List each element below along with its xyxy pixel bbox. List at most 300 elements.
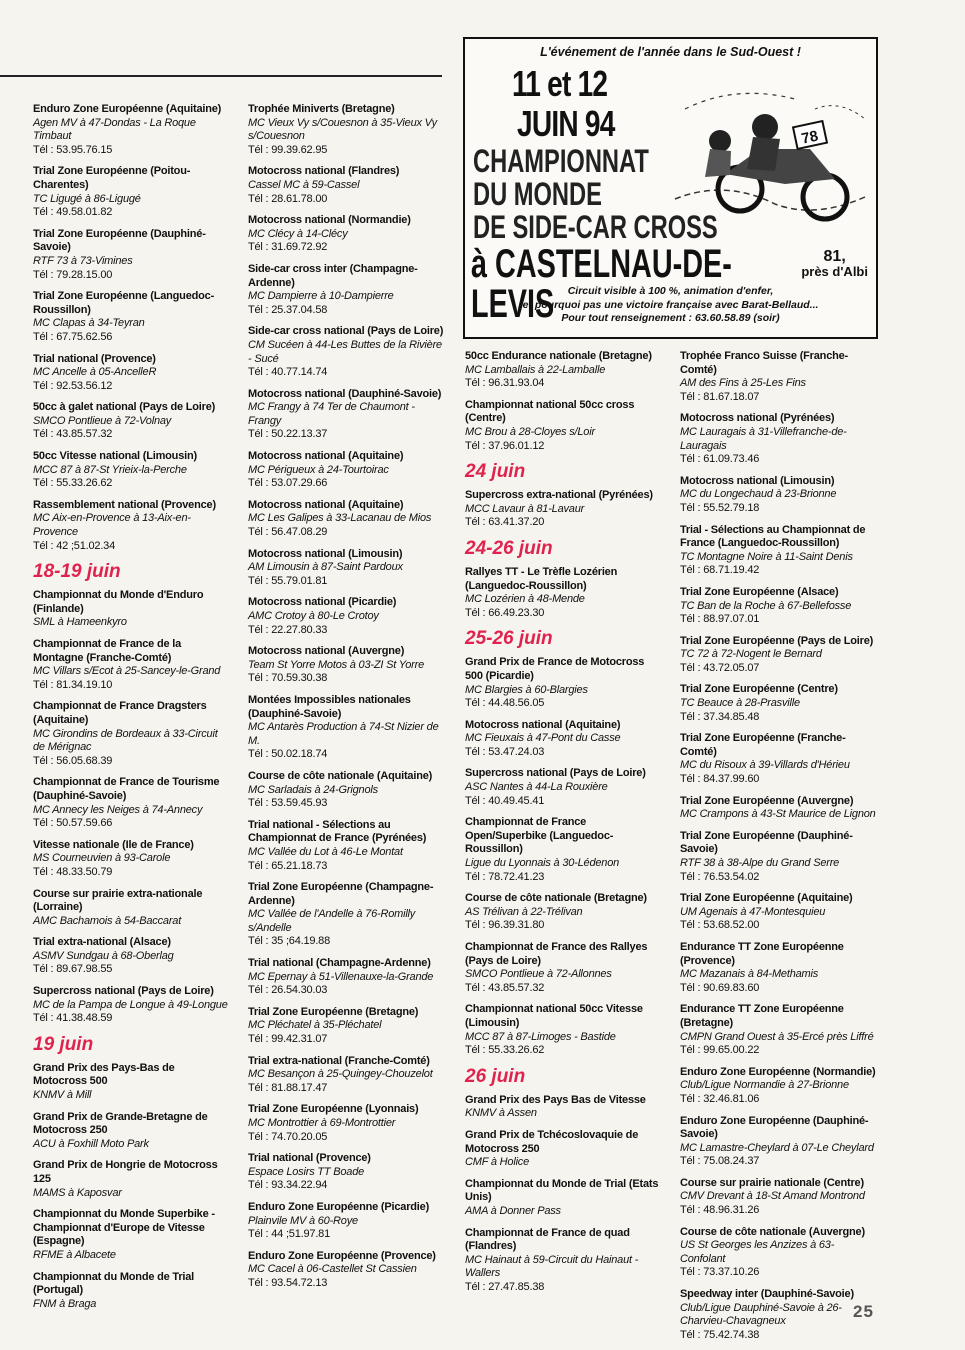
- event-entry: [248, 1152, 444, 1193]
- event-club: MC Vallée du Lot à 46-Le Montat: [248, 845, 403, 858]
- event-phone: Tél : 43.85.57.32: [465, 981, 545, 994]
- ad-footer: [465, 285, 876, 326]
- event-club: MC du Longechaud à 23-Brionne: [680, 488, 837, 501]
- column-1: [33, 103, 231, 1319]
- event-phone: Tél : 68.71.19.42: [680, 564, 760, 577]
- event-title: Trial extra-national (Franche-Comté): [248, 1054, 430, 1067]
- event-title: Championnat de France Dragsters (Aquitaine): [33, 700, 207, 726]
- event-title: Motocross national (Normandie): [248, 214, 411, 227]
- event-club: TC 72 à 72-Nogent le Bernard: [680, 648, 822, 661]
- event-entry: [248, 103, 444, 157]
- event-title: Speedway inter (Dauphiné-Savoie): [680, 1288, 854, 1301]
- event-title: Trial Zone Européenne (Dauphiné-Savoie): [33, 227, 206, 254]
- event-phone: Tél : 89.67.98.55: [33, 963, 113, 976]
- event-entry: [465, 1227, 663, 1295]
- event-entry: [680, 412, 878, 466]
- event-entry: [465, 719, 663, 760]
- event-phone: Tél : 81.34.19.10: [33, 678, 113, 691]
- event-club: MC Epernay à 51-Villenauxe-la-Grande: [248, 970, 434, 983]
- event-club: Agen MV à 47-Dondas - La Roque Timbaut: [33, 116, 196, 143]
- event-entry: [680, 1288, 878, 1342]
- event-entry: [248, 1103, 444, 1144]
- event-club: MAMS à Kaposvar: [33, 1186, 122, 1199]
- event-title: Trophée Franco Suisse (Franche-Comté): [680, 350, 849, 376]
- event-phone: Tél : 74.70.20.05: [248, 1130, 328, 1143]
- event-club: AS Trélivan à 22-Trélivan: [465, 905, 583, 918]
- event-phone: Tél : 81.67.18.07: [680, 390, 760, 403]
- event-entry: [465, 566, 663, 620]
- event-title: Championnat national 50cc Vitesse (Limousin): [465, 1003, 643, 1029]
- event-entry: [680, 683, 878, 724]
- event-title: Motocross national (Aquitaine): [465, 718, 621, 731]
- event-phone: Tél : 41.38.48.59: [33, 1012, 113, 1025]
- event-phone: Tél : 66.49.23.30: [465, 606, 545, 619]
- event-entry: [248, 1055, 444, 1096]
- event-title: Championnat de France des Rallyes (Pays de Loire): [465, 941, 648, 967]
- event-phone: Tél : 22.27.80.33: [248, 623, 328, 636]
- event-club: RTF 73 à 73-Vimines: [33, 254, 133, 267]
- event-entry: [465, 399, 663, 453]
- ad-headline-1: CHAMPIONNAT: [473, 143, 649, 179]
- date-heading-25-26-juin: 25-26 juin: [465, 628, 553, 650]
- event-entry: [248, 694, 444, 762]
- event-club: MC Clapas à 34-Teyran: [33, 317, 145, 330]
- event-entry: [248, 214, 444, 255]
- event-title: Championnat du Monde Superbike - Championnat d'Europe de Vitesse (Espagne): [33, 1208, 215, 1248]
- event-club: AMA à Donner Pass: [465, 1204, 561, 1217]
- top-rule: [0, 75, 442, 77]
- event-club: Team St Yorre Motos à 03-ZI St Yorre: [248, 658, 425, 671]
- event-phone: Tél : 99.42.31.07: [248, 1033, 328, 1046]
- event-club: CMV Drevant à 18-St Amand Montrond: [680, 1190, 865, 1203]
- event-club: MC Fieuxais à 47-Pont du Casse: [465, 732, 621, 745]
- event-club: FNM à Braga: [33, 1297, 97, 1310]
- event-phone: Tél : 53.47.24.03: [465, 745, 545, 758]
- event-phone: Tél : 35 ;64.19.88: [248, 935, 331, 948]
- event-entry: [248, 881, 444, 949]
- event-phone: Tél : 25.37.04.58: [248, 303, 328, 316]
- event-entry: [680, 732, 878, 786]
- event-title: Trial Zone Européenne (Lyonnais): [248, 1103, 419, 1116]
- event-entry: [248, 1250, 444, 1291]
- ad-headline-location: à CASTELNAU-DE-LEVIS: [471, 242, 732, 326]
- event-title: Motocross national (Auvergne): [248, 645, 405, 658]
- event-entry: [33, 401, 231, 442]
- event-phone: Tél : 92.53.56.12: [33, 379, 113, 392]
- event-club: MCC 87 à 87-Limoges - Bastide: [465, 1030, 616, 1043]
- event-title: Rassemblement national (Provence): [33, 498, 216, 511]
- event-entry: [680, 1226, 878, 1280]
- event-club: MC Girondins de Bordeaux à 33-Circuit de Mérignac: [33, 727, 218, 754]
- event-phone: Tél : 50.02.18.74: [248, 748, 328, 761]
- event-title: Trial Zone Européenne (Auvergne): [680, 794, 854, 807]
- ad-date-line-1: 11 et 12: [512, 63, 608, 104]
- event-phone: Tél : 53.68.52.00: [680, 919, 760, 932]
- event-entry: [465, 1178, 663, 1219]
- event-title: Trial national (Provence): [248, 1152, 371, 1165]
- event-entry: [33, 638, 231, 692]
- event-title: Montées Impossibles nationales (Dauphiné-Savoie): [248, 693, 411, 720]
- event-entry: [33, 1111, 231, 1152]
- event-entry: [465, 1129, 663, 1170]
- event-club: RTF 38 à 38-Alpe du Grand Serre: [680, 857, 840, 869]
- event-phone: Tél : 55.33.26.62: [465, 1044, 545, 1057]
- event-title: Side-car cross inter (Champagne-Ardenne): [248, 262, 418, 289]
- event-entry: [33, 1062, 231, 1103]
- column-2: [248, 103, 444, 1299]
- event-club: Club/Ligue Normandie à 27-Brionne: [680, 1079, 849, 1092]
- event-entry: [680, 635, 878, 676]
- event-entry: [33, 700, 231, 768]
- event-phone: Tél : 84.37.99.60: [680, 773, 760, 786]
- event-title: Championnat national 50cc cross (Centre): [465, 398, 635, 425]
- event-phone: Tél : 43.72.05.07: [680, 661, 760, 674]
- event-club: MC Cacel à 06-Castellet St Cassien: [248, 1263, 417, 1276]
- event-entry: [680, 1115, 878, 1169]
- event-phone: Tél : 55.52.79.18: [680, 501, 760, 514]
- event-title: 50cc Vitesse national (Limousin): [33, 450, 197, 463]
- event-title: Enduro Zone Européenne (Picardie): [248, 1200, 430, 1213]
- event-title: 50cc à galet national (Pays de Loire): [33, 401, 216, 414]
- event-phone: Tél : 50.22.13.37: [248, 428, 328, 441]
- event-phone: Tél : 99.39.62.95: [248, 143, 328, 156]
- event-title: Championnat de France de la Montagne (Franche-Comté): [33, 638, 182, 664]
- ad-plate-number: 78: [799, 127, 820, 148]
- event-title: Motocross national (Aquitaine): [248, 498, 404, 511]
- event-title: Enduro Zone Européenne (Provence): [248, 1249, 436, 1262]
- event-phone: Tél : 88.97.07.01: [680, 613, 760, 626]
- event-entry: [33, 936, 231, 977]
- event-phone: Tél : 61.09.73.46: [680, 453, 760, 466]
- event-entry: [465, 816, 663, 884]
- event-entry: [680, 941, 878, 995]
- event-phone: Tél : 99.65.00.22: [680, 1044, 760, 1057]
- event-title: Grand Prix des Pays Bas de Vitesse: [465, 1093, 646, 1106]
- event-phone: Tél : 48.33.50.79: [33, 865, 113, 878]
- event-title: Championnat de France de Tourisme (Dauphiné-Savoie): [33, 776, 220, 802]
- event-club: SMCO Pontlieue à 72-Allonnes: [465, 968, 612, 981]
- event-entry: [248, 957, 444, 998]
- event-entry: [33, 165, 231, 219]
- event-entry: [248, 1006, 444, 1047]
- event-club: ASMV Sundgau à 68-Oberlag: [33, 949, 174, 962]
- event-entry: [33, 103, 231, 157]
- event-entry: [680, 586, 878, 627]
- event-title: Motocross national (Picardie): [248, 596, 397, 609]
- ad-date-line-2: JUIN 94: [517, 103, 615, 144]
- event-entry: [248, 596, 444, 637]
- event-phone: Tél : 96.39.31.80: [465, 919, 545, 932]
- event-title: Side-car cross national (Pays de Loire): [248, 325, 444, 338]
- event-entry: [680, 350, 878, 404]
- event-club: Ligue du Lyonnais à 30-Lédenon: [465, 857, 620, 870]
- event-club: MS Courneuvien à 93-Carole: [33, 852, 171, 865]
- event-club: TC Ligugé à 86-Ligugé: [33, 192, 141, 205]
- date-heading-24-juin: 24 juin: [465, 461, 526, 483]
- event-phone: Tél : 53.07.29.66: [248, 477, 328, 490]
- event-club: MC Crampons à 43-St Maurice de Lignon: [680, 808, 876, 821]
- event-title: Trial Zone Européenne (Dauphiné-Savoie): [680, 829, 853, 856]
- event-phone: Tél : 79.28.15.00: [33, 268, 113, 281]
- event-entry: [248, 499, 444, 540]
- ad-near-albi: [801, 249, 868, 279]
- event-phone: Tél : 81.88.17.47: [248, 1081, 328, 1094]
- event-club: MC Pléchatel à 35-Pléchatel: [248, 1019, 382, 1032]
- event-entry: [33, 776, 231, 830]
- event-title: Course sur prairie nationale (Centre): [680, 1176, 864, 1189]
- event-title: Grand Prix de Tchécoslovaquie de Motocross 250: [465, 1128, 639, 1155]
- event-title: Course de côte nationale (Aquitaine): [248, 769, 433, 782]
- event-entry: [680, 1066, 878, 1107]
- event-entry: [680, 892, 878, 933]
- event-title: Championnat du Monde de Trial (Etats Unis): [465, 1177, 659, 1204]
- ad-headline-2: DU MONDE: [473, 176, 602, 212]
- event-phone: Tél : 96.31.93.04: [465, 377, 545, 390]
- event-club: CM Sucéen à 44-Les Buttes de la Rivière - Sucé: [248, 338, 442, 365]
- event-title: Trial Zone Européenne (Languedoc-Roussillon): [33, 290, 215, 316]
- event-club: CMPN Grand Ouest à 35-Ercé près Liffré: [680, 1030, 874, 1043]
- event-title: Grand Prix de France de Motocross 500 (Picardie): [465, 656, 645, 682]
- event-club: AMC Bachamois à 54-Baccarat: [33, 914, 182, 927]
- event-club: MC Les Galipes à 33-Lacanau de Mios: [248, 512, 432, 525]
- event-entry: [248, 548, 444, 589]
- event-title: Championnat de France Open/Superbike (Languedoc-Roussillon): [465, 816, 614, 856]
- ad-near-text: près d'Albi: [801, 264, 868, 279]
- event-entry: [465, 350, 663, 391]
- event-club: MC Vieux Vy s/Couesnon à 35-Vieux Vy s/Couesnon: [248, 116, 437, 143]
- event-title: Motocross national (Pyrénées): [680, 412, 835, 425]
- event-club: MC Lauragais à 31-Villefranche-de-Lauragais: [680, 425, 847, 452]
- event-entry: [680, 795, 878, 822]
- ad-headline-3: DE SIDE-CAR CROSS: [473, 209, 718, 245]
- event-title: Supercross national (Pays de Loire): [33, 985, 214, 998]
- event-phone: Tél : 40.77.14.74: [248, 366, 328, 379]
- advertisement-box: [463, 37, 878, 339]
- event-title: Motocross national (Dauphiné-Savoie): [248, 387, 442, 400]
- event-club: MC Ancelle à 05-AncelleR: [33, 366, 157, 379]
- event-title: Trial national - Sélections au Championnat de France (Pyrénées): [248, 818, 427, 845]
- ad-footer-3: Pour tout renseignement : 63.60.58.89 (soir): [561, 312, 780, 324]
- event-phone: Tél : 37.34.85.48: [680, 710, 760, 723]
- event-phone: Tél : 42 ;51.02.34: [33, 539, 116, 552]
- event-club: MC Blargies à 60-Blargies: [465, 683, 588, 696]
- event-entry: [465, 656, 663, 710]
- event-club: MC Périgueux à 24-Tourtoirac: [248, 463, 389, 476]
- event-phone: Tél : 26.54.30.03: [248, 984, 328, 997]
- event-phone: Tél : 43.85.57.32: [33, 428, 113, 441]
- event-club: AM Limousin à 87-Saint Pardoux: [248, 561, 403, 574]
- event-phone: Tél : 53.59.45.93: [248, 797, 328, 810]
- event-entry: [33, 888, 231, 929]
- event-entry: [465, 892, 663, 933]
- event-phone: Tél : 32.46.81.06: [680, 1092, 760, 1105]
- event-club: Cassel MC à 59-Cassel: [248, 178, 360, 191]
- event-club: TC Beauce à 28-Prasville: [680, 697, 800, 710]
- event-title: Trial Zone Européenne (Alsace): [680, 585, 839, 598]
- event-club: Plainvile MV à 60-Roye: [248, 1214, 358, 1227]
- event-phone: Tél : 56.47.08.29: [248, 526, 328, 539]
- event-title: Trial national (Champagne-Ardenne): [248, 957, 431, 970]
- event-phone: Tél : 90.69.83.60: [680, 981, 760, 994]
- event-entry: [248, 263, 444, 317]
- event-club: AMC Crotoy à 80-Le Crotoy: [248, 610, 379, 622]
- event-club: MC du Risoux à 39-Villards d'Hérieu: [680, 759, 850, 772]
- event-title: Trial Zone Européenne (Champagne-Ardenne): [248, 881, 434, 907]
- event-phone: Tél : 44 ;51.97.81: [248, 1228, 331, 1241]
- event-entry: [33, 450, 231, 491]
- event-club: MC Antarès Production à 74-St Nizier de M.: [248, 721, 439, 747]
- event-entry: [680, 830, 878, 884]
- event-title: 50cc Endurance nationale (Bretagne): [465, 350, 652, 362]
- ad-dept: 81,: [823, 248, 846, 265]
- event-club: MC Aix-en-Provence à 13-Aix-en-Provence: [33, 512, 191, 539]
- event-entry: [465, 489, 663, 530]
- event-club: MCC Lavaur à 81-Lavaur: [465, 502, 585, 515]
- event-title: Trial Zone Européenne (Franche-Comté): [680, 732, 846, 758]
- date-heading-26-juin: 26 juin: [465, 1065, 526, 1087]
- event-phone: Tél : 53.95.76.15: [33, 143, 113, 156]
- event-phone: Tél : 50.57.59.66: [33, 817, 113, 830]
- event-title: Trophée Miniverts (Bretagne): [248, 103, 395, 115]
- event-club: TC Montagne Noire à 11-Saint Denis: [680, 550, 853, 563]
- event-phone: Tél : 65.21.18.73: [248, 859, 328, 872]
- event-phone: Tél : 40.49.45.41: [465, 794, 545, 807]
- event-club: MC Frangy à 74 Ter de Chaumont - Frangy: [248, 401, 415, 427]
- event-phone: Tél : 70.59.30.38: [248, 672, 328, 685]
- event-title: Trial - Sélections au Championnat de France (Languedoc-Roussillon): [680, 523, 866, 550]
- event-title: Vitesse nationale (Ile de France): [33, 838, 194, 851]
- event-title: Rallyes TT - Le Trèfle Lozérien (Languedoc-Roussillon): [465, 565, 618, 592]
- ad-footer-2: et pourquoi pas une victoire française avec Barat-Bellaud...: [522, 298, 819, 311]
- event-club: MC Mazanais à 84-Methamis: [680, 968, 819, 981]
- event-entry: [33, 1159, 231, 1200]
- event-entry: [248, 165, 444, 206]
- event-phone: Tél : 67.75.62.56: [33, 330, 113, 343]
- event-club: TC Ban de la Roche à 67-Bellefosse: [680, 599, 852, 612]
- event-club: MC Montrottier à 69-Montrottier: [248, 1117, 396, 1129]
- event-club: MCC 87 à 87-St Yrieix-la-Perche: [33, 463, 187, 476]
- event-entry: [33, 353, 231, 394]
- event-entry: [33, 1271, 231, 1312]
- event-entry: [248, 770, 444, 811]
- event-club: MC Lamastre-Cheylard à 07-Le Cheylard: [680, 1141, 874, 1154]
- event-club: ACU à Foxhill Moto Park: [33, 1137, 149, 1150]
- event-title: Grand Prix des Pays-Bas de Motocross 500: [33, 1061, 175, 1088]
- event-entry: [465, 767, 663, 808]
- event-phone: Tél : 75.42.74.38: [680, 1328, 760, 1341]
- event-entry: [33, 1208, 231, 1262]
- event-entry: [680, 1003, 878, 1057]
- event-phone: Tél : 44.48.56.05: [465, 697, 545, 710]
- event-phone: Tél : 48.96.31.26: [680, 1204, 760, 1217]
- event-title: Course de côte nationale (Bretagne): [465, 892, 647, 905]
- event-title: Grand Prix de Grande-Bretagne de Motocross 250: [33, 1110, 208, 1137]
- column-3: [465, 350, 663, 1302]
- ad-tagline: L'événement de l'année dans le Sud-Ouest !: [540, 45, 801, 59]
- event-title: Trial Zone Européenne (Pays de Loire): [680, 634, 874, 647]
- event-title: Supercross national (Pays de Loire): [465, 767, 646, 780]
- event-entry: [465, 941, 663, 995]
- event-title: Enduro Zone Européenne (Normandie): [680, 1065, 876, 1078]
- event-club: MC Annecy les Neiges à 74-Annecy: [33, 803, 203, 816]
- event-phone: Tél : 76.53.54.02: [680, 870, 760, 883]
- event-title: Enduro Zone Européenne (Dauphiné-Savoie): [680, 1114, 869, 1141]
- date-heading-19-juin: 19 juin: [33, 1033, 94, 1055]
- event-title: Course de côte nationale (Auvergne): [680, 1225, 865, 1238]
- event-club: UM Agenais à 47-Montesquieu: [680, 905, 826, 918]
- event-club: MC Villars s/Ecot à 25-Sancey-le-Grand: [33, 665, 221, 678]
- event-phone: Tél : 37.96.01.12: [465, 439, 545, 452]
- event-title: Championnat de France de quad (Flandres): [465, 1226, 630, 1253]
- event-entry: [248, 819, 444, 873]
- event-club: MC Hainaut à 59-Circuit du Hainaut - Wallers: [465, 1253, 639, 1280]
- event-entry: [680, 1177, 878, 1218]
- event-entry: [248, 1201, 444, 1242]
- event-entry: [680, 475, 878, 516]
- event-club: MC de la Pampa de Longue à 49-Longue: [33, 998, 228, 1011]
- event-entry: [33, 839, 231, 880]
- event-entry: [33, 290, 231, 344]
- event-entry: [248, 645, 444, 686]
- event-phone: Tél : 55.79.01.81: [248, 574, 328, 587]
- event-club: SMCO Pontlieue à 72-Volnay: [33, 414, 172, 427]
- event-title: Trial extra-national (Alsace): [33, 936, 171, 949]
- event-phone: Tél : 93.34.22.94: [248, 1179, 328, 1192]
- event-title: Trial Zone Européenne (Poitou-Charentes): [33, 165, 191, 191]
- column-4: [680, 350, 878, 1350]
- event-phone: Tél : 49.58.01.82: [33, 206, 113, 219]
- event-entry: [248, 325, 444, 379]
- event-phone: Tél : 27.47.85.38: [465, 1280, 545, 1293]
- event-title: Enduro Zone Européenne (Aquitaine): [33, 103, 222, 115]
- event-entry: [33, 589, 231, 630]
- event-phone: Tél : 75.08.24.37: [680, 1155, 760, 1168]
- event-phone: Tél : 73.37.10.26: [680, 1266, 760, 1279]
- event-phone: Tél : 63.41.37.20: [465, 516, 545, 529]
- event-club: MC Vallée de l'Andelle à 76-Romilly s/Andelle: [248, 908, 416, 934]
- event-entry: [33, 228, 231, 282]
- event-entry: [465, 1094, 663, 1121]
- event-title: Trial national (Provence): [33, 352, 156, 365]
- event-phone: Tél : 31.69.72.92: [248, 241, 328, 254]
- event-title: Motocross national (Flandres): [248, 165, 400, 178]
- event-club: Espace Losirs TT Boade: [248, 1165, 365, 1178]
- event-entry: [248, 450, 444, 491]
- event-club: SML à Hameenkyro: [33, 616, 127, 629]
- event-title: Championnat du Monde d'Enduro (Finlande): [33, 589, 204, 615]
- event-club: ASC Nantes à 44-La Rouxière: [465, 781, 608, 794]
- event-title: Motocross national (Aquitaine): [248, 450, 404, 463]
- event-club: MC Lamballais à 22-Lamballe: [465, 363, 606, 376]
- event-phone: Tél : 56.05.68.39: [33, 754, 113, 767]
- event-phone: Tél : 78.72.41.23: [465, 870, 545, 883]
- event-club: CMF à Holice: [465, 1156, 530, 1169]
- event-entry: [248, 388, 444, 442]
- event-entry: [465, 1003, 663, 1057]
- event-phone: Tél : 28.61.78.00: [248, 192, 328, 205]
- event-club: KNMV à Mill: [33, 1089, 92, 1102]
- event-club: MC Sarladais à 24-Grignols: [248, 783, 378, 796]
- event-club: KNMV à Assen: [465, 1107, 537, 1120]
- event-title: Trial Zone Européenne (Centre): [680, 683, 838, 696]
- event-club: RFME à Albacete: [33, 1248, 116, 1261]
- event-club: MC Besançon à 25-Quingey-Chouzelot: [248, 1068, 433, 1081]
- event-club: US St Georges les Anzizes à 63-Confolant: [680, 1239, 835, 1265]
- event-club: MC Brou à 28-Cloyes s/Loir: [465, 425, 595, 438]
- event-phone: Tél : 55.33.26.62: [33, 477, 113, 490]
- event-title: Motocross national (Limousin): [248, 547, 403, 560]
- event-club: MC Clécy à 14-Clécy: [248, 227, 348, 240]
